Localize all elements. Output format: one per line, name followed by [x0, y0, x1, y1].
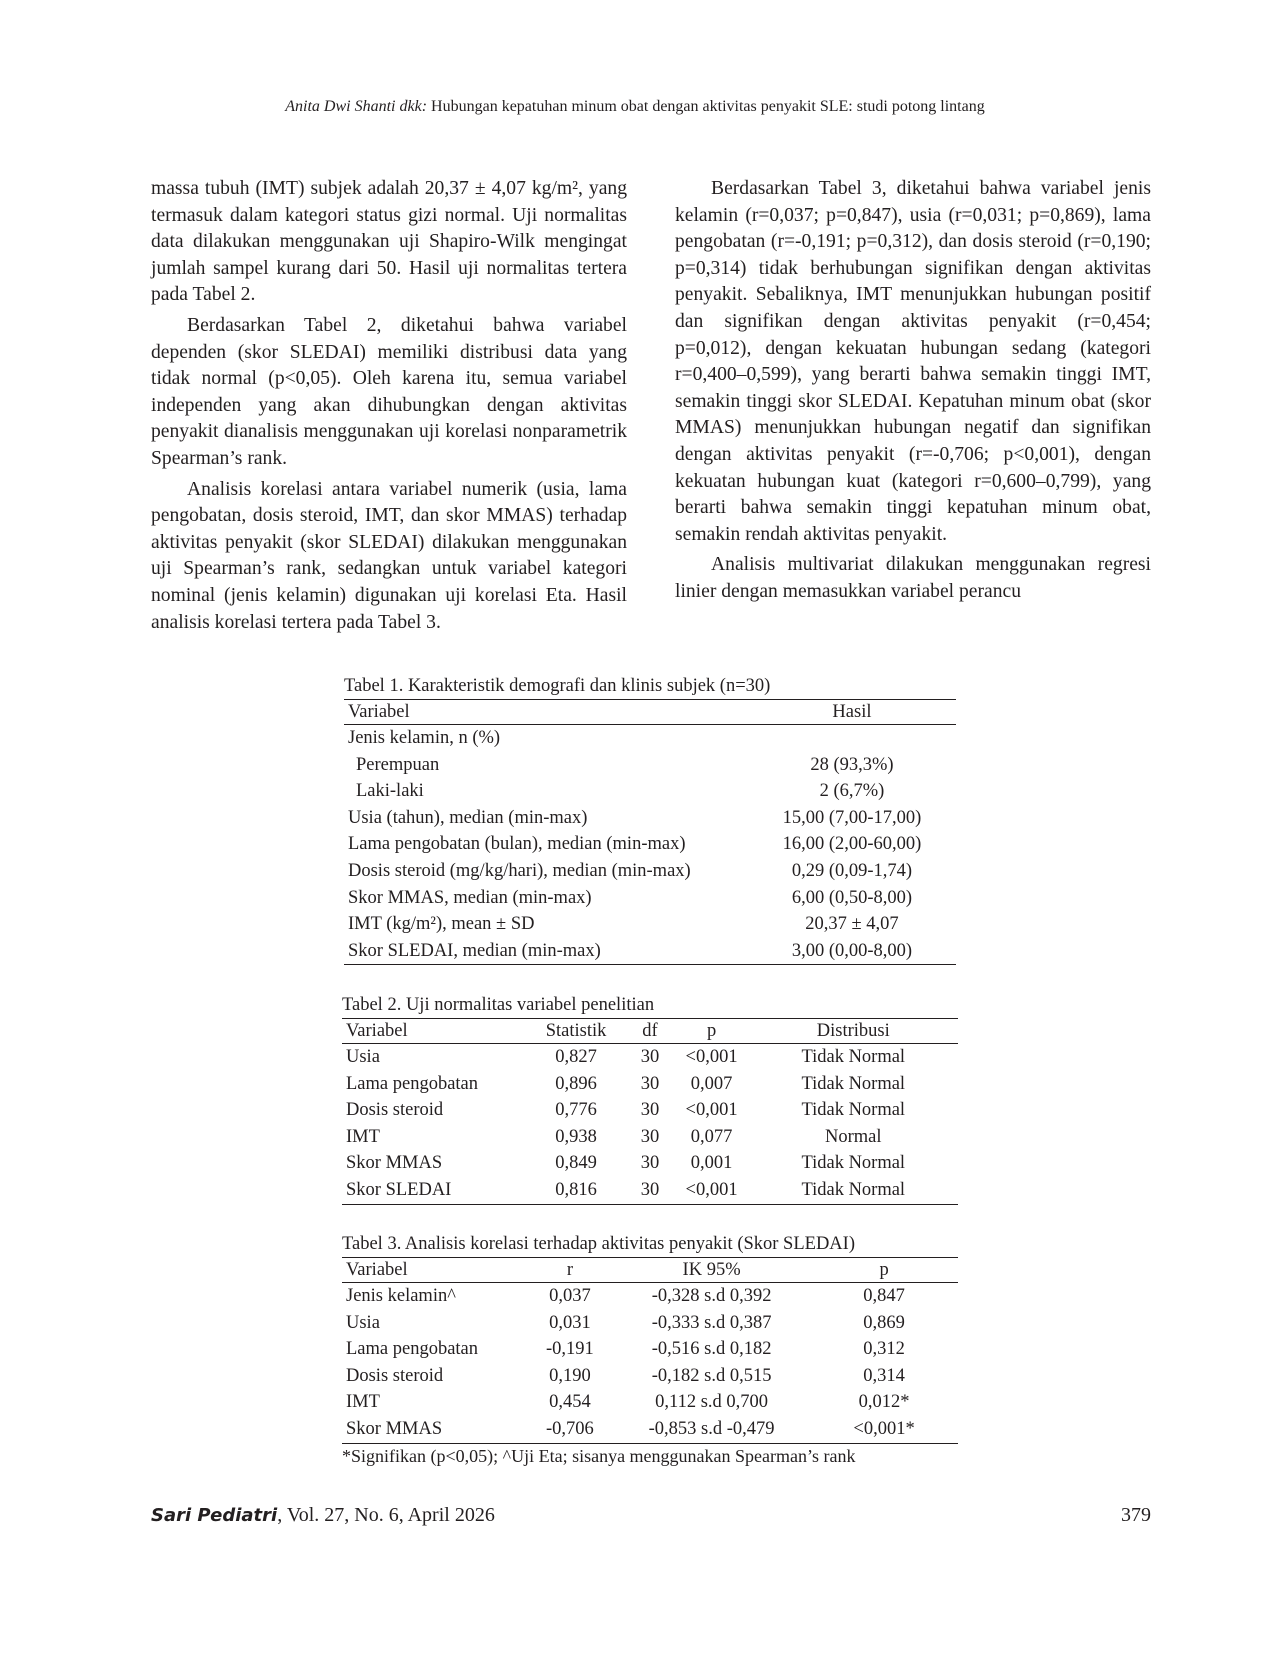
column-header: Variabel [346, 1021, 408, 1041]
column-header: Hasil [832, 702, 872, 722]
table-cell: -0,191 [546, 1339, 594, 1360]
table-cell: -0,706 [546, 1418, 594, 1439]
table-cell: <0,001 [685, 1047, 738, 1067]
table-row [344, 778, 956, 805]
table-header-row [342, 1019, 958, 1044]
running-head-title: Hubungan kepatuhan minum obat dengan aktivitas penyakit SLE: studi potong lintang [431, 98, 985, 115]
column-header: Distribusi [816, 1021, 890, 1041]
page-footer [151, 1504, 1151, 1527]
table-cell: 0,007 [690, 1073, 733, 1094]
table-cell: IMT (kg/m²), mean ± SD [348, 914, 535, 935]
table-cell: Jenis kelamin, n (%) [348, 728, 501, 748]
table-cell: 0,869 [863, 1312, 905, 1333]
table-cell: 28 (93,3%) [810, 754, 894, 775]
table-cell: IMT [346, 1126, 380, 1147]
table-cell: 0,012* [858, 1392, 910, 1413]
table-row [342, 1124, 958, 1151]
table-cell: 30 [640, 1126, 660, 1147]
left-column [151, 176, 627, 636]
table-cell: Tidak Normal [801, 1100, 906, 1121]
table-caption: Tabel 2. Uji normalitas variabel penelitian [342, 995, 655, 1015]
table-footnote: *Signifikan (p<0,05); ^Uji Eta; sisanya menggunakan Spearman’s rank [342, 1445, 856, 1466]
table-row [342, 1097, 958, 1124]
column-header: Variabel [348, 702, 410, 722]
table-row [342, 1336, 958, 1363]
table-cell: -0,853 s.d -0,479 [648, 1418, 775, 1439]
table-cell: 0,077 [690, 1126, 733, 1147]
column-header: Statistik [545, 1021, 607, 1041]
table-cell: <0,001* [853, 1418, 915, 1439]
table-cell: Usia [346, 1047, 380, 1067]
table-cell: 15,00 (7,00-17,00) [782, 807, 922, 828]
table-cell: 16,00 (2,00-60,00) [782, 834, 922, 855]
table-cell [748, 725, 956, 752]
table-cell: Skor SLEDAI [346, 1179, 452, 1200]
paragraph: Analisis korelasi antara variabel numerik (usia, lama pengobatan, dosis steroid, IMT, dan skor MMAS) terhadap aktivitas penyakit (skor SLEDAI) dilakukan menggunakan uji Spearman’s rank, sedangkan untuk variabel kategori nominal (jenis kelamin) digunakan uji korelasi Eta. Hasil analisis korelasi tertera pada Tabel 3. [151, 478, 627, 633]
table-cell: 2 (6,7%) [819, 781, 885, 802]
table-cell: Skor MMAS [346, 1418, 443, 1439]
table-cell: Lama pengobatan [346, 1073, 479, 1094]
table-cell: Perempuan [356, 754, 440, 775]
table-row [342, 1310, 958, 1337]
table-cell: 0,031 [549, 1312, 591, 1333]
table-3 [342, 1234, 958, 1467]
table-cell: 30 [640, 1100, 660, 1121]
table-1 [344, 676, 956, 965]
table-row [342, 1389, 958, 1416]
paragraph: massa tubuh (IMT) subjek adalah 20,37 ± 4,07 kg/m², yang termasuk dalam kategori status gizi normal. Uji normalitas data dilakukan menggunakan uji Shapiro-Wilk mengingat jumlah sampel kurang dari 50. Hasil uji normalitas tertera pada Tabel 2. [151, 178, 627, 306]
table-cell: 30 [640, 1073, 660, 1094]
table-cell: Skor SLEDAI, median (min-max) [348, 940, 601, 961]
table-row [342, 1363, 958, 1390]
table-row [344, 911, 956, 938]
column-header: IK 95% [682, 1260, 741, 1280]
table-cell: Dosis steroid [346, 1365, 444, 1386]
table-row [344, 805, 956, 832]
table-cell: Skor MMAS [346, 1153, 443, 1174]
table-cell: 0,314 [863, 1365, 905, 1386]
table-row [344, 725, 956, 752]
table-row [344, 752, 956, 779]
table-cell: 0,827 [555, 1047, 597, 1067]
table-cell: 0,037 [549, 1286, 591, 1306]
table-cell: Tidak Normal [801, 1153, 906, 1174]
table-cell: Skor MMAS, median (min-max) [348, 887, 592, 908]
table-cell: 0,190 [549, 1365, 591, 1386]
table-cell: Lama pengobatan (bulan), median (min-max) [348, 834, 686, 855]
column-header: df [642, 1021, 658, 1041]
table-cell: -0,182 s.d 0,515 [651, 1365, 772, 1386]
table-cell: 3,00 (0,00-8,00) [791, 940, 913, 961]
table-row [342, 1044, 958, 1071]
table-cell: 0,849 [555, 1153, 597, 1174]
table-cell: 0,896 [555, 1073, 597, 1094]
paragraph: Berdasarkan Tabel 3, diketahui bahwa variabel jenis kelamin (r=0,037; p=0,847), usia (r=0,031; p=0,869), lama pengobatan (r=-0,191; p=0,312), dan dosis steroid (r=0,190; p=0,314) tidak berhubungan signifikan dengan aktivitas penyakit. Sebaliknya, IMT menunjukkan hubungan positif dan signifikan dengan aktivitas penyakit (r=0,454; p=0,012), dengan kekuatan hubungan sedang (kategori r=0,400–0,599), yang berarti bahwa semakin tinggi IMT, semakin tinggi skor SLEDAI. Kepatuhan minum obat (skor MMAS) menunjukkan hubungan negatif dan signifikan dengan aktivitas penyakit (r=-0,706; p<0,001), dengan kekuatan hubungan kuat (kategori r=0,600–0,799), yang berarti bahwa semakin tinggi kepatuhan minum obat, semakin rendah aktivitas penyakit. [675, 178, 1151, 545]
running-head [0, 98, 1270, 116]
table-row [344, 858, 956, 885]
table-caption: Tabel 1. Karakteristik demografi dan klinis subjek (n=30) [344, 676, 771, 696]
table-1-grid [344, 699, 956, 965]
table-3-grid [342, 1257, 958, 1444]
table-cell: 0,816 [555, 1179, 597, 1200]
table-row [344, 831, 956, 858]
table-header-row [342, 1258, 958, 1283]
table-row [342, 1283, 958, 1310]
table-row [344, 885, 956, 912]
table-cell: <0,001 [685, 1100, 738, 1121]
table-cell: 30 [640, 1179, 660, 1200]
table-cell: 30 [640, 1153, 660, 1174]
table-cell: 0,776 [555, 1100, 597, 1121]
table-cell: Tidak Normal [801, 1073, 906, 1094]
journal-name: Sari Pediatri [151, 1505, 278, 1526]
table-cell: 0,001 [690, 1153, 733, 1174]
table-cell: Laki-laki [356, 781, 424, 802]
table-cell: Tidak Normal [801, 1047, 906, 1067]
journal-citation: , Vol. 27, No. 6, April 2026 [277, 1504, 495, 1526]
table-cell: -0,516 s.d 0,182 [651, 1339, 772, 1360]
table-cell: Jenis kelamin^ [346, 1286, 456, 1306]
table-cell: 0,938 [555, 1126, 597, 1147]
table-cell: 0,112 s.d 0,700 [655, 1392, 769, 1413]
page-number: 379 [1121, 1504, 1151, 1526]
paragraph: Analisis multivariat dilakukan menggunakan regresi linier dengan memasukkan variabel perancu [675, 554, 1151, 602]
paragraph: Berdasarkan Tabel 2, diketahui bahwa variabel dependen (skor SLEDAI) memiliki distribusi data yang tidak normal (p<0,05). Oleh karena itu, semua variabel independen yang akan dihubungkan dengan aktivitas penyakit dianalisis menggunakan uji korelasi nonparametrik Spearman’s rank. [151, 314, 627, 469]
running-head-authors: Anita Dwi Shanti dkk: [285, 98, 428, 115]
table-2 [342, 995, 958, 1205]
column-header: p [706, 1021, 717, 1041]
table-row [344, 938, 956, 965]
table-header-row [344, 700, 956, 725]
table-cell: Normal [825, 1126, 882, 1147]
table-caption: Tabel 3. Analisis korelasi terhadap aktivitas penyakit (Skor SLEDAI) [342, 1234, 855, 1254]
table-cell: 6,00 (0,50-8,00) [791, 887, 913, 908]
table-cell: 30 [640, 1047, 660, 1067]
column-header: r [566, 1260, 573, 1280]
table-cell: Tidak Normal [801, 1179, 906, 1200]
table-cell: IMT [346, 1392, 380, 1413]
table-row [342, 1416, 958, 1443]
table-row [342, 1150, 958, 1177]
column-header: Variabel [346, 1260, 408, 1280]
column-header: p [879, 1260, 889, 1280]
table-cell: Usia [346, 1312, 380, 1333]
table-cell: -0,328 s.d 0,392 [651, 1286, 772, 1306]
table-cell: Lama pengobatan [346, 1339, 479, 1360]
table-cell: Usia (tahun), median (min-max) [348, 807, 588, 828]
table-cell: 0,847 [863, 1286, 905, 1306]
table-cell: Dosis steroid [346, 1100, 444, 1121]
table-cell: -0,333 s.d 0,387 [651, 1312, 772, 1333]
table-cell: 0,454 [549, 1392, 591, 1413]
table-row [342, 1071, 958, 1098]
right-column [675, 176, 1151, 606]
table-cell: 0,312 [863, 1339, 905, 1360]
table-cell: 0,29 (0,09-1,74) [791, 860, 913, 881]
table-cell: 20,37 ± 4,07 [805, 914, 899, 935]
table-row [342, 1177, 958, 1204]
table-2-grid [342, 1018, 958, 1205]
table-cell: Dosis steroid (mg/kg/hari), median (min-max) [348, 860, 691, 881]
table-cell: <0,001 [685, 1179, 738, 1200]
